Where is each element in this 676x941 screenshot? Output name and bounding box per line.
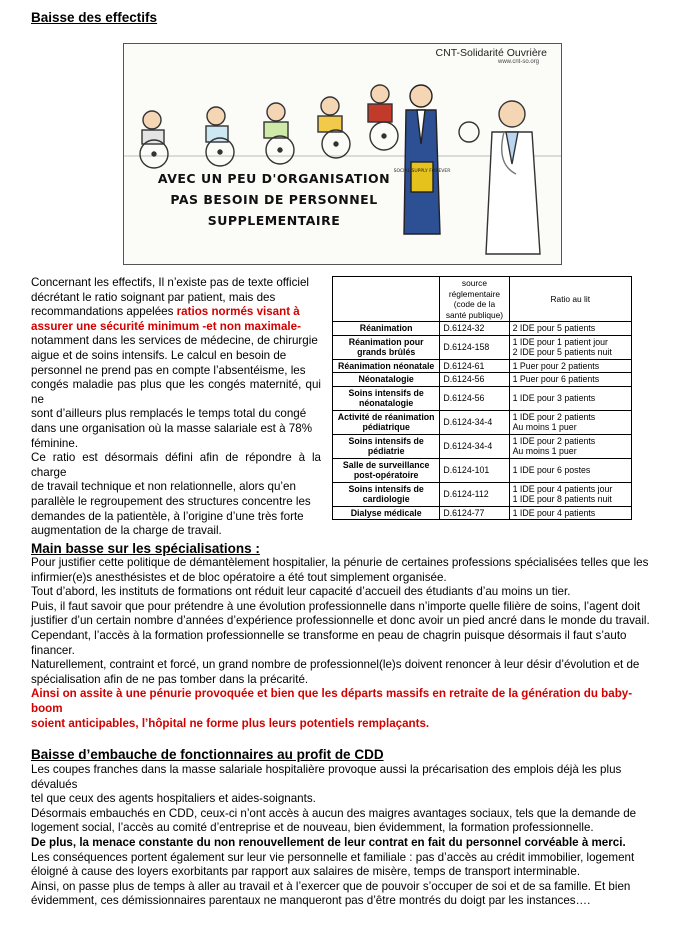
source-cell: D.6124-56 xyxy=(440,386,509,410)
service-cell xyxy=(333,322,440,336)
header-source xyxy=(440,277,509,322)
text-line: De plus, la menace constante du non renouvellement de leur contrat en fait du personnel corvéable à merci. xyxy=(31,835,626,849)
ratio-line: 1 IDE pour 4 patients xyxy=(512,507,596,518)
text-line: Tout d’abord, les instituts de formations ont réduit leur capacité d’accueil des étudiants d’au moins un tier. xyxy=(31,585,571,599)
ratio-cell xyxy=(509,410,631,434)
service-name-line: Réanimation néonatale xyxy=(338,360,435,371)
ratio-table-body xyxy=(333,322,632,520)
ratio-line: 1 IDE pour 6 postes xyxy=(512,464,591,475)
text-line: justifier d’un certain nombre d’années d’expérience professionnelle et donc avoir un pied ancré dans le monde du travail. xyxy=(31,614,650,628)
service-cell xyxy=(333,373,440,387)
ratio-cell xyxy=(509,506,631,520)
table-header-row xyxy=(333,277,632,322)
ratio-cell xyxy=(509,359,631,373)
service-name-line: grands brûlés xyxy=(357,347,416,357)
text-line: Ainsi on assite à une pénurie provoquée et bien que les départs massifs en retraite de la génération du baby-boom xyxy=(31,687,633,715)
text-line: Naturellement, contraint et forcé, un grand nombre de professionnel(le)s doivent renoncer à leur désir d’évolution et de xyxy=(31,658,640,672)
specialisations-paragraph xyxy=(31,556,651,731)
text-line: parallèle le regroupement des structures concentre les xyxy=(31,494,311,508)
text-line: notamment dans les services de médecine, de chirurgie xyxy=(31,334,318,348)
service-cell xyxy=(333,386,440,410)
header-source-line: source xyxy=(461,278,488,288)
text-line: dans une organisation où la masse salariale est à 78% xyxy=(31,421,313,435)
table-row xyxy=(333,322,632,336)
text-line: infirmier(e)s anesthésistes et de bloc opératoire a été tout simplement organisée. xyxy=(31,570,447,584)
text-line: tel que ceux des agents hospitaliers et aides-soignants. xyxy=(31,792,316,806)
ratio-line: Au moins 1 puer xyxy=(512,422,577,432)
service-name-line: Néonatalogie xyxy=(358,374,414,384)
text-line: Cependant, l’accès à la formation professionnelle se transforme en peau de chagrin puisque désormais il faut s’auto xyxy=(31,628,627,642)
service-name-line: pédiatrique xyxy=(362,422,410,432)
text-line: financer. xyxy=(31,643,75,657)
text-line: de travail technique et non relationnelle, alors qu’en xyxy=(31,480,296,494)
manager-figure xyxy=(404,85,440,234)
header-ratio: Ratio au lit xyxy=(509,277,631,322)
ratio-cell xyxy=(509,373,631,387)
ratio-line: Au moins 1 puer xyxy=(512,446,577,456)
text-span: recommandations appelées xyxy=(31,305,174,319)
ratio-cell xyxy=(509,434,631,458)
text-line-mixed xyxy=(31,305,321,320)
highlight-line: assurer une sécurité minimum -et non maximale- xyxy=(31,319,301,333)
ratio-line: 1 Puer pour 6 patients xyxy=(512,374,600,384)
book-text: SOCIAL SUPPLY FOREVER xyxy=(393,169,451,174)
cartoon-caption-line-1: AVEC UN PEU D'ORGANISATION xyxy=(157,171,391,186)
service-name-line: Dialyse médicale xyxy=(350,507,422,518)
table-row xyxy=(333,335,632,359)
header-service xyxy=(333,277,440,322)
text-line: congés maladie pas plus que les congés maternité, qui ne xyxy=(31,378,321,406)
cartoon-caption-line-2: PAS BESOIN DE PERSONNEL xyxy=(170,192,378,207)
ratio-cell xyxy=(509,322,631,336)
ratio-line: 1 IDE pour 3 patients xyxy=(512,392,596,403)
highlight-span: ratios normés visant à xyxy=(176,305,300,319)
ratio-line: 1 IDE pour 2 patients xyxy=(512,435,596,446)
cartoon-illustration xyxy=(123,43,562,265)
text-line: Ce ratio est désormais défini afin de répondre à la charge xyxy=(31,451,321,479)
cartoon-url: www.cnt-so.org xyxy=(497,59,539,65)
ratio-line: 1 IDE pour 1 patient jour xyxy=(512,336,608,347)
ratio-line: 1 Puer pour 2 patients xyxy=(512,360,600,371)
cartoon-drawing xyxy=(124,44,561,264)
service-name-line: Activité de réanimation xyxy=(337,411,435,422)
table-row xyxy=(333,506,632,520)
source-cell: D.6124-56 xyxy=(440,373,509,387)
table-row xyxy=(333,482,632,506)
text-line: aigue et de soins intensifs. Le calcul en besoin de xyxy=(31,348,287,362)
text-line: spécialisation afin de ne pas tomber dans la précarité. xyxy=(31,672,309,686)
source-cell: D.6124-112 xyxy=(440,482,509,506)
text-line: Désormais embauchés en CDD, ceux-ci n’ont accès à aucun des maigres avantages sociaux, tels que la demande de xyxy=(31,806,637,820)
section-heading-cdd: Baisse d’embauche de fonctionnaires au profit de CDD xyxy=(31,747,384,762)
service-cell xyxy=(333,434,440,458)
header-source-line: réglementaire xyxy=(448,288,501,299)
source-cell: D.6124-34-4 xyxy=(440,410,509,434)
text-line: décrétant le ratio soignant par patient, mais des xyxy=(31,290,276,304)
service-name-line: néonatalogie xyxy=(359,398,414,408)
section-heading-effectifs: Baisse des effectifs xyxy=(31,10,158,25)
ratio-cell xyxy=(509,458,631,482)
text-line: féminine. xyxy=(31,436,79,450)
table-row xyxy=(333,410,632,434)
text-line: évidemment, ces démissionnaires parentaux ne manqueront pas d’être montrés du doigt par les instances…. xyxy=(31,894,591,908)
cartoon-caption-line-3: SUPPLEMENTAIRE xyxy=(207,213,341,228)
table-row xyxy=(333,373,632,387)
effectifs-paragraph xyxy=(31,276,321,539)
section-heading-specialisations: Main basse sur les spécialisations : xyxy=(31,541,260,556)
service-name-line: Soins intensifs de xyxy=(348,435,424,446)
source-cell: D.6124-61 xyxy=(440,359,509,373)
text-line: sont d’ailleurs plus remplacés le temps total du congé xyxy=(31,407,307,421)
service-name-line: Salle de surveillance xyxy=(342,459,430,470)
service-name-line: Soins intensifs de xyxy=(348,387,424,398)
text-line: Concernant les effectifs, Il n’existe pas de texte officiel xyxy=(31,276,309,289)
ratio-line: 1 IDE pour 8 patients nuit xyxy=(512,494,612,504)
service-name-line: post-opératoire xyxy=(353,470,419,480)
text-line: logement social, l’accès au comité d’entreprise et de nouveau, bien évidemment, la formation professionnelle. xyxy=(31,821,594,835)
ratio-line: 2 IDE pour 5 patients xyxy=(512,323,596,333)
table-row xyxy=(333,434,632,458)
ratio-line: 2 IDE pour 5 patients nuit xyxy=(512,347,612,357)
cartoon-brand: CNT-Solidarité Ouvrière xyxy=(435,47,547,59)
service-cell xyxy=(333,410,440,434)
service-name-line: Soins intensifs de xyxy=(348,483,424,494)
source-cell: D.6124-77 xyxy=(440,506,509,520)
text-line: éloigné à cause des loyers exorbitants par rapport aux salaires de misère, temps de transport interminable. xyxy=(31,865,581,879)
service-cell xyxy=(333,335,440,359)
header-source-line: (code de la xyxy=(453,299,496,309)
service-cell xyxy=(333,506,440,520)
table-row xyxy=(333,359,632,373)
table-row xyxy=(333,386,632,410)
source-cell: D.6124-34-4 xyxy=(440,434,509,458)
text-line: demandes de la patientèle, à l’origine d’une très forte xyxy=(31,509,304,523)
source-cell: D.6124-101 xyxy=(440,458,509,482)
text-line: Pour justifier cette politique de démantèlement hospitalier, la pénurie de certaines professions spécialisées telles que les xyxy=(31,556,649,569)
text-line: Ainsi, on passe plus de temps à aller au travail et à l’exercer que de pouvoir s’occuper de soi et de sa famille. Et bien xyxy=(31,879,631,893)
header-source-line: santé publique) xyxy=(445,309,504,320)
doctor-figure xyxy=(486,101,540,254)
service-name-line: Réanimation pour xyxy=(348,336,424,347)
source-cell: D.6124-32 xyxy=(440,322,509,336)
text-line: Puis, il faut savoir que pour prétendre à une évolution professionnelle dans n’importe quelle filière de soins, l’agent doit xyxy=(31,599,641,613)
table-row xyxy=(333,458,632,482)
service-name-line: pédiatrie xyxy=(367,446,405,456)
service-cell xyxy=(333,458,440,482)
text-line: Les coupes franches dans la masse salariale hospitalière provoque aussi la précarisation des emplois déjà les plus dévalués xyxy=(31,763,622,791)
service-cell xyxy=(333,359,440,373)
ratio-line: 1 IDE pour 4 patients jour xyxy=(512,483,613,494)
text-line: augmentation de la charge de travail. xyxy=(31,524,222,538)
cdd-paragraph xyxy=(31,763,651,909)
service-name-line: cardiologie xyxy=(362,494,410,504)
ratio-cell xyxy=(509,482,631,506)
text-line: Les conséquences portent également sur leur vie personnelle et familiale : pas d’accès au crédit immobilier, logement xyxy=(31,850,635,864)
ratio-cell xyxy=(509,335,631,359)
ratio-table xyxy=(332,276,632,520)
ratio-cell xyxy=(509,386,631,410)
source-cell: D.6124-158 xyxy=(440,335,509,359)
service-cell xyxy=(333,482,440,506)
text-line: soient anticipables, l’hôpital ne forme plus leurs potentiels remplaçants. xyxy=(31,716,430,730)
ratio-line: 1 IDE pour 2 patients xyxy=(512,411,596,422)
text-line: personnel ne prend pas en compte l’absentéisme, les xyxy=(31,363,306,377)
service-name-line: Réanimation xyxy=(359,323,413,333)
